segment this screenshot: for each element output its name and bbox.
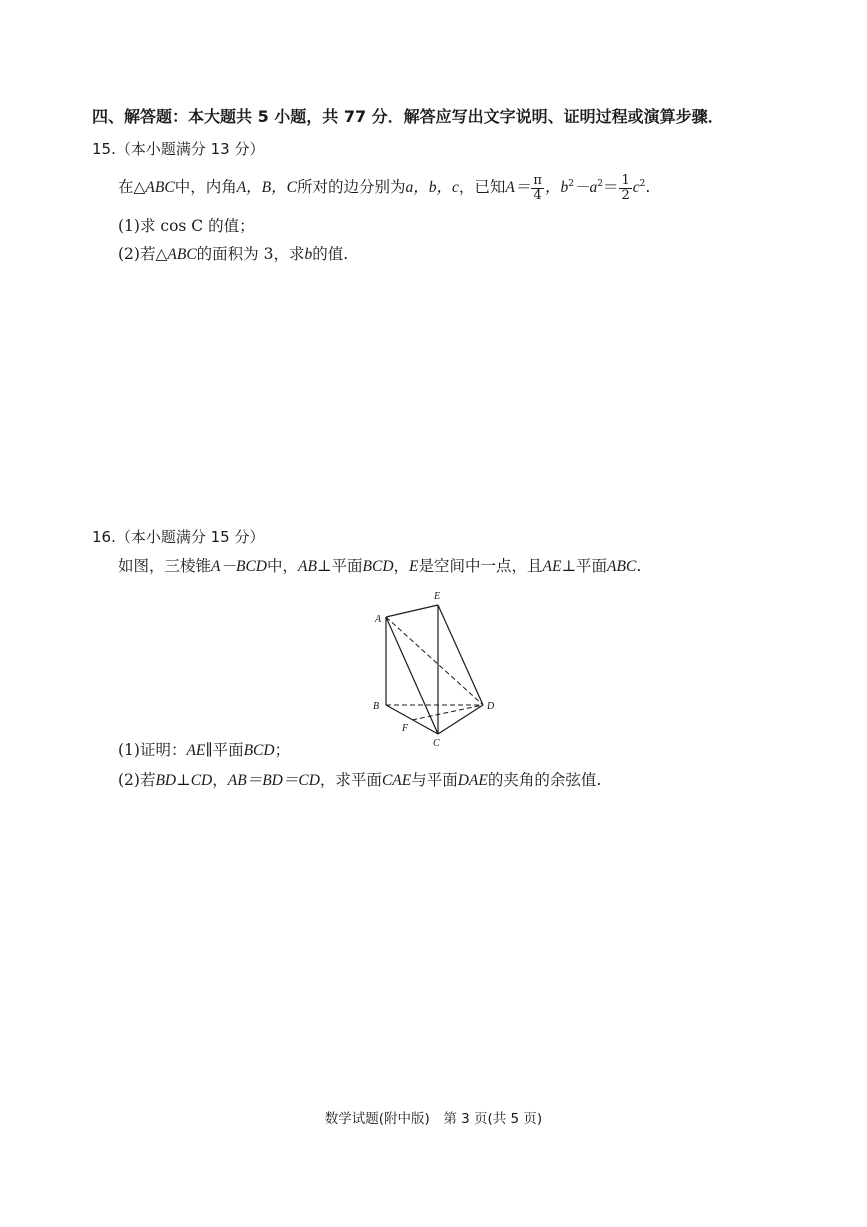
label-e: E [434,591,441,602]
page-footer: 数学试题(附中版) 第 3 页(共 5 页) [324,1111,543,1127]
q16-stem: 如图，三棱锥A－BCD中，AB⊥平面BCD，E是空间中一点，且AE⊥平面ABC. [118,557,642,575]
tetrahedron-figure [365,586,515,751]
q16-part2: (2)若BD⊥CD，AB＝BD＝CD，求平面CAE与平面DAE的夹角的余弦值. [118,771,602,789]
q15-part2: (2)若△ABC的面积为 3，求b的值. [118,245,349,263]
edge-ed [438,605,483,705]
label-f: F [402,723,409,734]
section-heading: 四、解答题：本大题共 5 小题，共 77 分．解答应写出文字说明、证明过程或演算步骤． [92,107,724,126]
q16-header: 16.（本小题满分 15 分） [92,528,265,546]
q15-header: 15.（本小题满分 13 分） [92,140,265,158]
q16-part1: (1)证明：AE∥平面BCD； [118,741,291,759]
q15-stem: 在△ABC中，内角A，B，C所对的边分别为a，b，c，已知A＝ $\frac{\pi}{4}$ ，$b^2-a^2=$ $\frac{1}{2}$ $c^2$. [118,173,651,203]
q15-part1: (1)求 cos C 的值； [118,217,255,235]
label-b: B [373,701,380,712]
fraction-one-half: $\frac{1}{2}$ [621,173,630,203]
label-d: D [487,701,495,712]
label-c: C [433,738,440,749]
edge-ae [386,605,438,617]
label-a: A [375,614,382,625]
fraction-pi-over-4: $\frac{\pi}{4}$ [533,173,542,203]
edge-ad-hidden [386,617,483,705]
